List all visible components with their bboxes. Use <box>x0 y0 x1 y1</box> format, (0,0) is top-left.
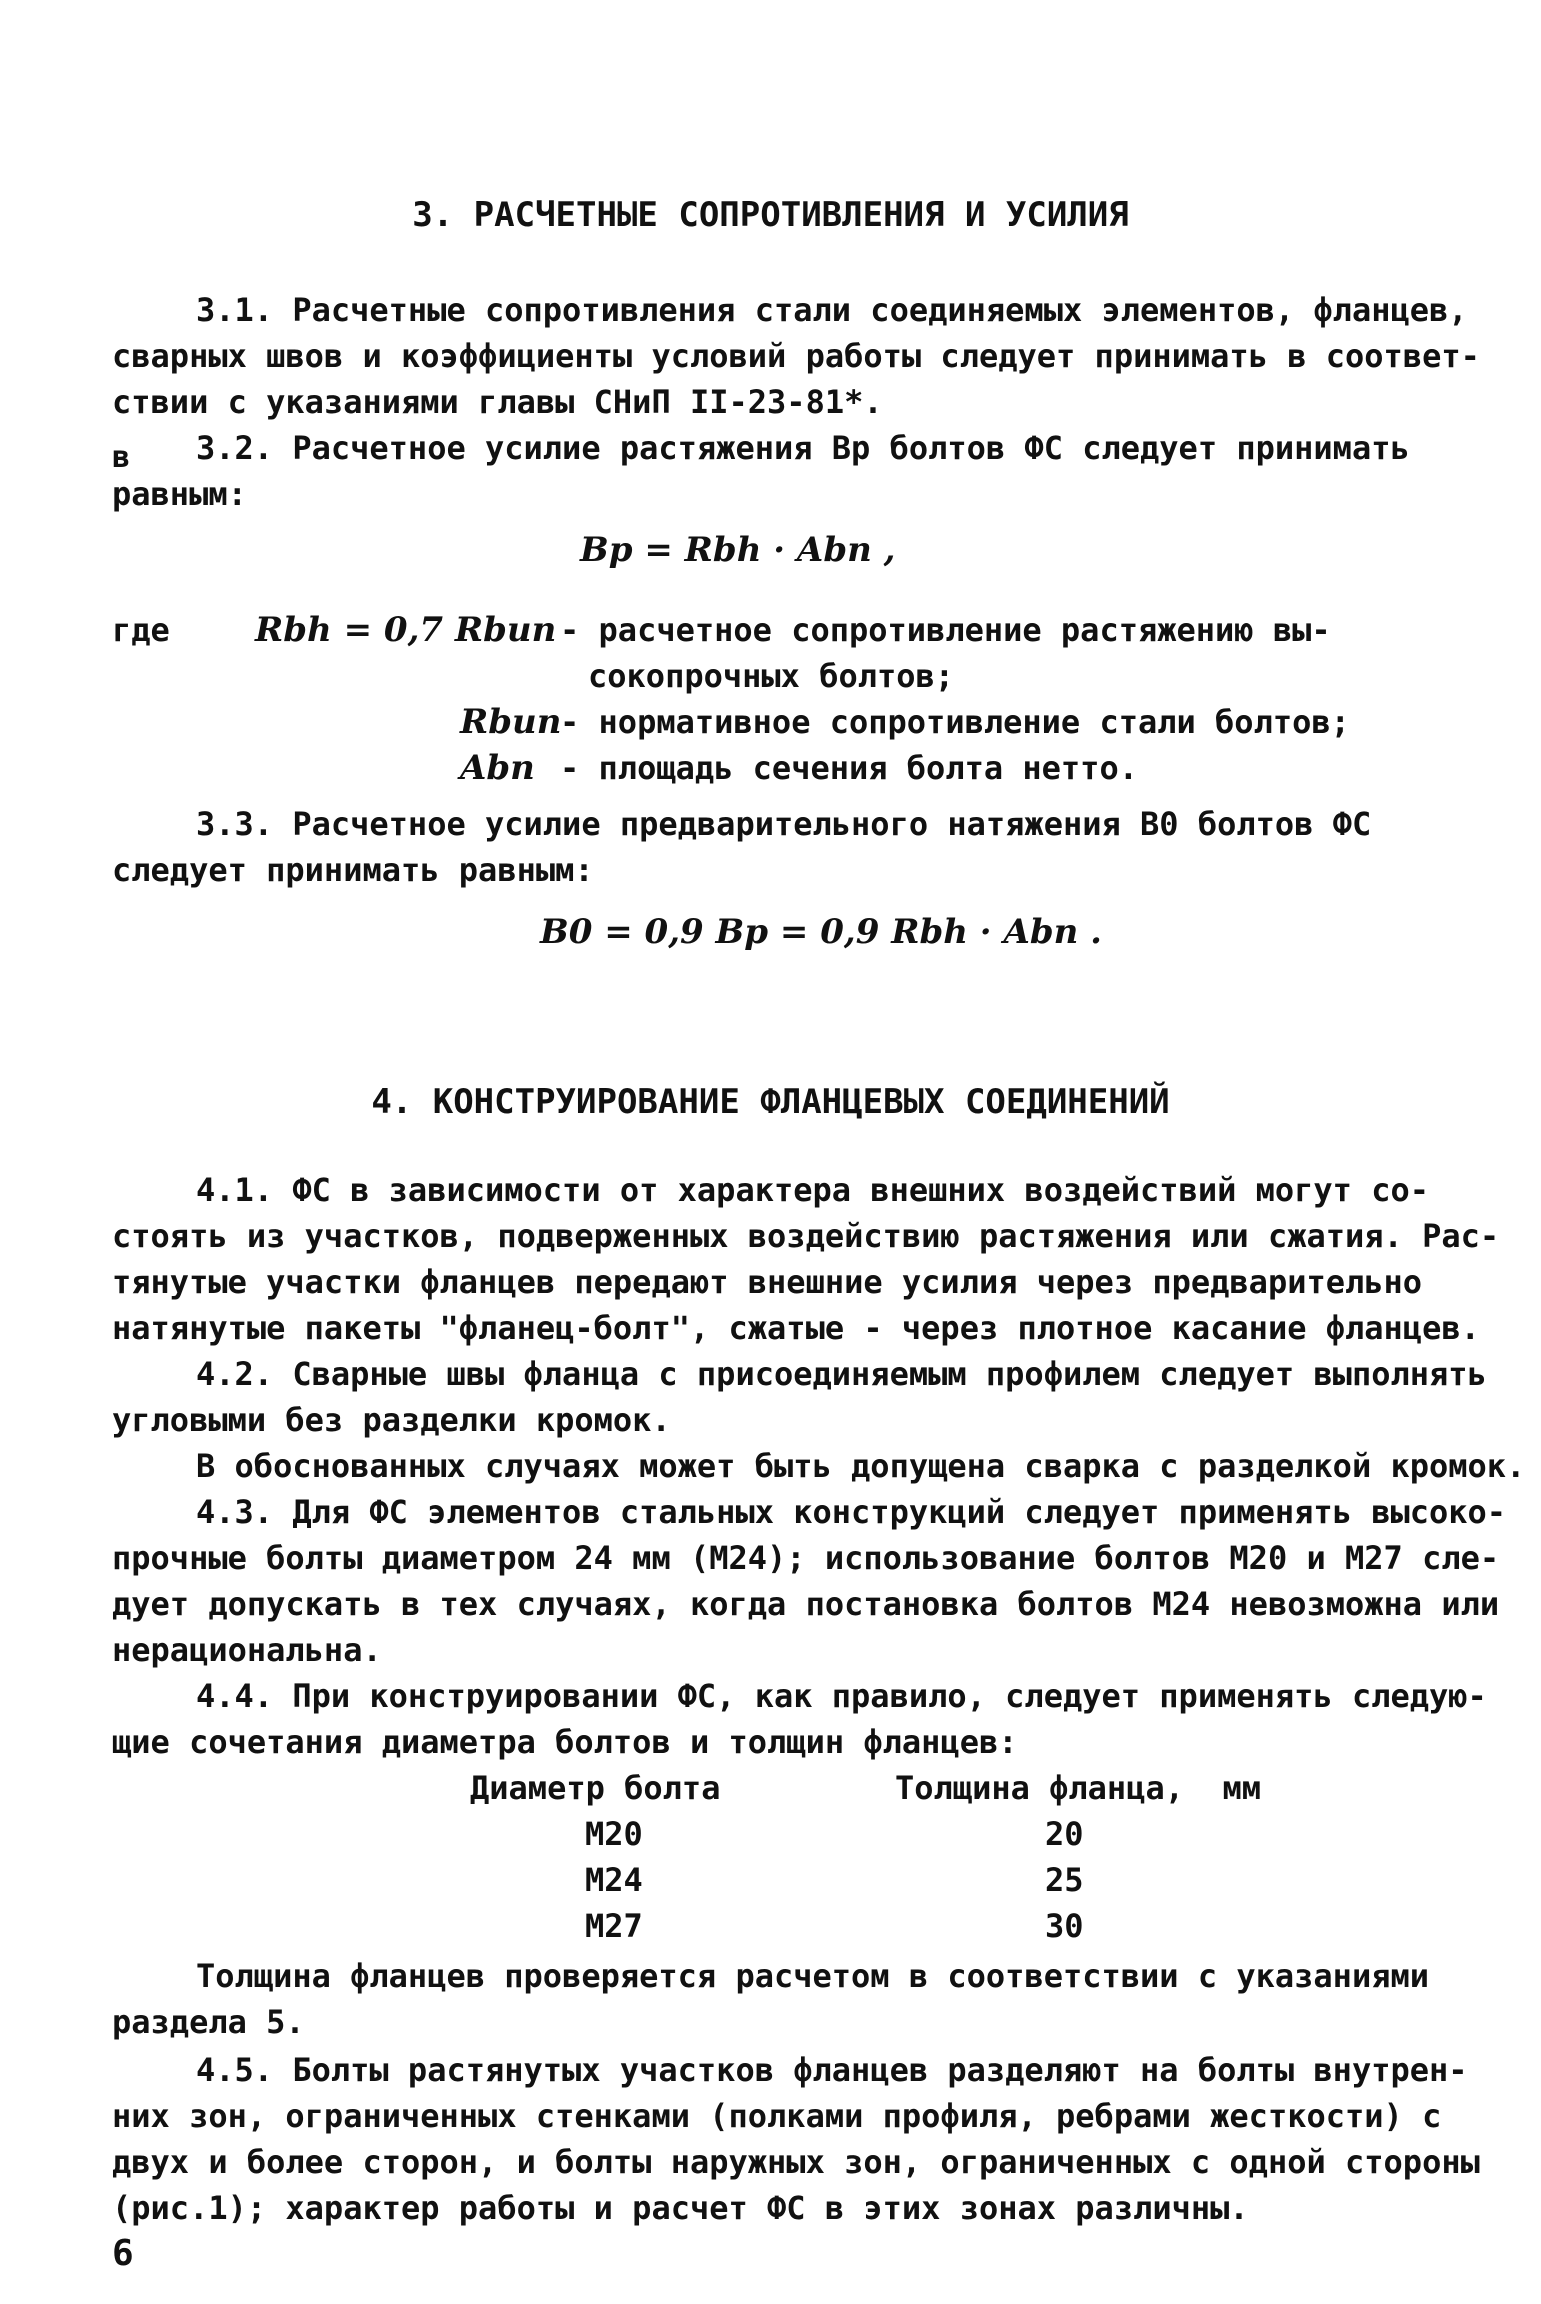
p45-line-4: (рис.1); характер работы и расчет ФС в этих зонах различны. <box>112 2189 1249 2227</box>
table-header-thickness: Толщина фланца, мм <box>895 1769 1262 1807</box>
p42-line-2: угловыми без разделки кромок. <box>112 1401 671 1439</box>
formula-bp: Bp = Rbh · Abn , <box>580 530 896 570</box>
def-line-2: сокопрочных болтов; <box>588 657 955 695</box>
p42-line-1: 4.2. Сварные швы фланца с присоединяемым профилем следует выполнять <box>196 1355 1487 1393</box>
p41-line-4: натянутые пакеты "фланец-болт", сжатые - через плотное касание фланцев. <box>112 1309 1480 1347</box>
p45-line-2: них зон, ограниченных стенками (полками профиля, ребрами жесткости) с <box>112 2097 1442 2135</box>
table-row-1-diameter: М20 <box>585 1815 643 1853</box>
table-header-diameter: Диаметр болта <box>470 1769 721 1807</box>
p31-line-1: 3.1. Расчетные сопротивления стали соединяемых элементов, фланцев, <box>196 291 1468 329</box>
p44b-line-2: раздела 5. <box>112 2003 305 2041</box>
p33-line-2: следует принимать равным: <box>112 851 594 889</box>
symbol-abn: Abn <box>460 748 535 788</box>
p33-line-1: 3.3. Расчетное усилие предварительного натяжения B0 болтов ФС <box>196 805 1372 843</box>
where-word: где <box>112 611 170 649</box>
p32-line-2: равным: <box>112 475 247 513</box>
p43-line-3: дует допускать в тех случаях, когда постановка болтов М24 невозможна или <box>112 1585 1500 1623</box>
p41-line-2: стоять из участков, подверженных воздействию растяжения или сжатия. Рас- <box>112 1217 1500 1255</box>
table-row-1-thickness: 20 <box>1045 1815 1084 1853</box>
formula-rbh: Rbh = 0,7 Rbun <box>255 610 557 650</box>
formula-b0: B0 = 0,9 Bp = 0,9 Rbh · Abn . <box>540 912 1103 952</box>
p32-line-1: 3.2. Расчетное усилие растяжения Bp болтов ФС следует принимать <box>196 429 1410 467</box>
table-row-3-diameter: М27 <box>585 1907 643 1945</box>
page-number: 6 <box>112 2233 134 2274</box>
p41-line-3: тянутые участки фланцев передают внешние усилия через предварительно <box>112 1263 1423 1301</box>
table-row-3-thickness: 30 <box>1045 1907 1084 1945</box>
p44-line-2: щие сочетания диаметра болтов и толщин фланцев: <box>112 1723 1018 1761</box>
def-line-4: - площадь сечения болта нетто. <box>560 749 1138 787</box>
p31-line-3: ствии с указаниями главы СНиП II-23-81*. <box>112 383 883 421</box>
p43-line-2: прочные болты диаметром 24 мм (М24); использование болтов М20 и М27 сле- <box>112 1539 1500 1577</box>
margin-marker: в <box>112 440 131 475</box>
def-line-1: - расчетное сопротивление растяжению вы- <box>560 611 1331 649</box>
p43-line-1: 4.3. Для ФС элементов стальных конструкций следует применять высоко- <box>196 1493 1507 1531</box>
p45-line-1: 4.5. Болты растянутых участков фланцев разделяют на болты внутрен- <box>196 2051 1468 2089</box>
def-line-3: - нормативное сопротивление стали болтов; <box>560 703 1350 741</box>
symbol-rbun: Rbun <box>460 702 562 742</box>
table-row-2-diameter: М24 <box>585 1861 643 1899</box>
p42b-line: В обоснованных случаях может быть допущена сварка с разделкой кромок. <box>196 1447 1526 1485</box>
p44b-line-1: Толщина фланцев проверяется расчетом в соответствии с указаниями <box>196 1957 1429 1995</box>
p44-line-1: 4.4. При конструировании ФС, как правило, следует применять следую- <box>196 1677 1487 1715</box>
p41-line-1: 4.1. ФС в зависимости от характера внешних воздействий могут со- <box>196 1171 1429 1209</box>
p45-line-3: двух и более сторон, и болты наружных зон, ограниченных с одной стороны <box>112 2143 1480 2181</box>
p43-line-4: нерациональна. <box>112 1631 382 1669</box>
p31-line-2: сварных швов и коэффициенты условий работы следует принимать в соответ- <box>112 337 1480 375</box>
section-4-title: 4. КОНСТРУИРОВАНИЕ ФЛАНЦЕВЫХ СОЕДИНЕНИЙ <box>371 1082 1170 1122</box>
section-3-title: 3. РАСЧЕТНЫЕ СОПРОТИВЛЕНИЯ И УСИЛИЯ <box>412 195 1129 235</box>
table-row-2-thickness: 25 <box>1045 1861 1084 1899</box>
